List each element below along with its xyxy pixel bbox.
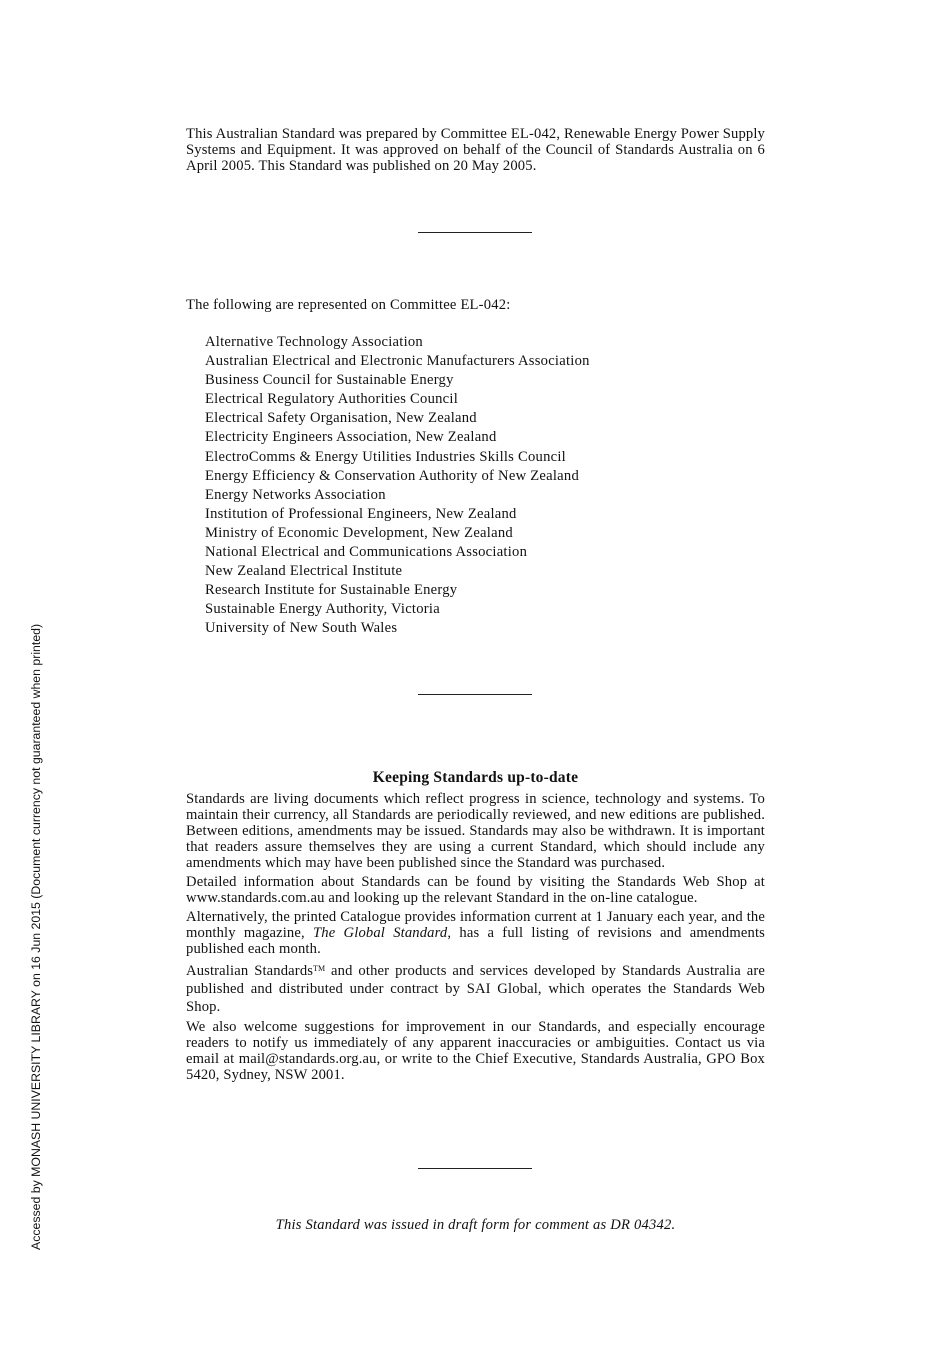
section-divider: [418, 232, 532, 233]
paragraph-living-documents: Standards are living documents which reflect progress in science, technology and systems. To maintain their currency, all Standards are periodically reviewed, and new editions are published. Between editions, amendments may be issued. Standards may also be withdrawn. It is important that readers assure themselves they are using a current Standard, which should include any amendments which may have been published since the Standard was purchased.: [186, 791, 765, 871]
list-item: Research Institute for Sustainable Energy: [205, 582, 458, 599]
list-item: Energy Efficiency & Conservation Authority of New Zealand: [205, 467, 579, 484]
magazine-title: The Global Standard: [313, 925, 448, 941]
list-item: ElectroComms & Energy Utilities Industries Skills Council: [205, 448, 566, 465]
approval-statement: This Australian Standard was prepared by Committee EL-042, Renewable Energy Power Supply Systems and Equipment. It was approved on behalf of the Council of Standards Australia on 6 April 2005. This Standard was published on 20 May 2005.: [186, 126, 765, 174]
list-item: University of New South Wales: [205, 620, 398, 637]
access-watermark: Accessed by MONASH UNIVERSITY LIBRARY on 16 Jun 2015 (Document currency not guaranteed when printed): [29, 623, 43, 1250]
committee-member-list: [205, 333, 590, 639]
list-item: Alternative Technology Association: [205, 334, 423, 350]
list-item: Electricity Engineers Association, New Zealand: [205, 429, 497, 446]
committee-intro: The following are represented on Committee EL-042:: [186, 297, 511, 313]
sai-global-text: and other products and services developed by Standards Australia are published and distributed under contract by SAI Global, which operates the Standards Web Shop.: [186, 963, 765, 1015]
paragraph-contact: We also welcome suggestions for improvement in our Standards, and especially encourage readers to notify us immediately of any apparent inaccuracies or ambiguities. Contact us via email at mail@standards.org.au, or write to the Chief Executive, Standards Australia, GPO Box 5420, Sydney, NSW 2001.: [186, 1019, 765, 1083]
draft-note: This Standard was issued in draft form for comment as DR 04342.: [275, 1217, 676, 1233]
list-item: Electrical Regulatory Authorities Council: [205, 391, 459, 408]
paragraph-web-shop: Detailed information about Standards can be found by visiting the Standards Web Shop at www.standards.com.au and looking up the relevant Standard in the on-line catalogue.: [186, 874, 765, 906]
section-divider: [418, 1168, 532, 1169]
brand-name: Australian Standards: [186, 963, 314, 979]
list-item: Energy Networks Association: [205, 486, 386, 503]
list-item: National Electrical and Communications Association: [205, 544, 528, 561]
paragraph-catalogue: [186, 909, 765, 957]
paragraph-sai-global: [186, 960, 765, 1016]
list-item: Sustainable Energy Authority, Victoria: [205, 601, 440, 618]
catalogue-text-end: , has a full listing of revisions and amendments published each month.: [186, 925, 765, 957]
list-item: Institution of Professional Engineers, New Zealand: [205, 505, 517, 522]
list-item: Electrical Safety Organisation, New Zealand: [205, 410, 477, 427]
catalogue-text: Alternatively, the printed Catalogue provides information current at 1 January each year, and the monthly magazine,: [186, 909, 765, 941]
list-item: New Zealand Electrical Institute: [205, 563, 403, 580]
list-item: Ministry of Economic Development, New Zealand: [205, 524, 513, 541]
keeping-standards-heading: Keeping Standards up-to-date: [372, 769, 579, 786]
list-item: Business Council for Sustainable Energy: [205, 372, 454, 389]
trademark-mark: TM: [313, 964, 326, 973]
section-divider: [418, 694, 532, 695]
keeping-standards-body: [186, 791, 765, 1086]
list-item: Australian Electrical and Electronic Manufacturers Association: [205, 353, 590, 370]
